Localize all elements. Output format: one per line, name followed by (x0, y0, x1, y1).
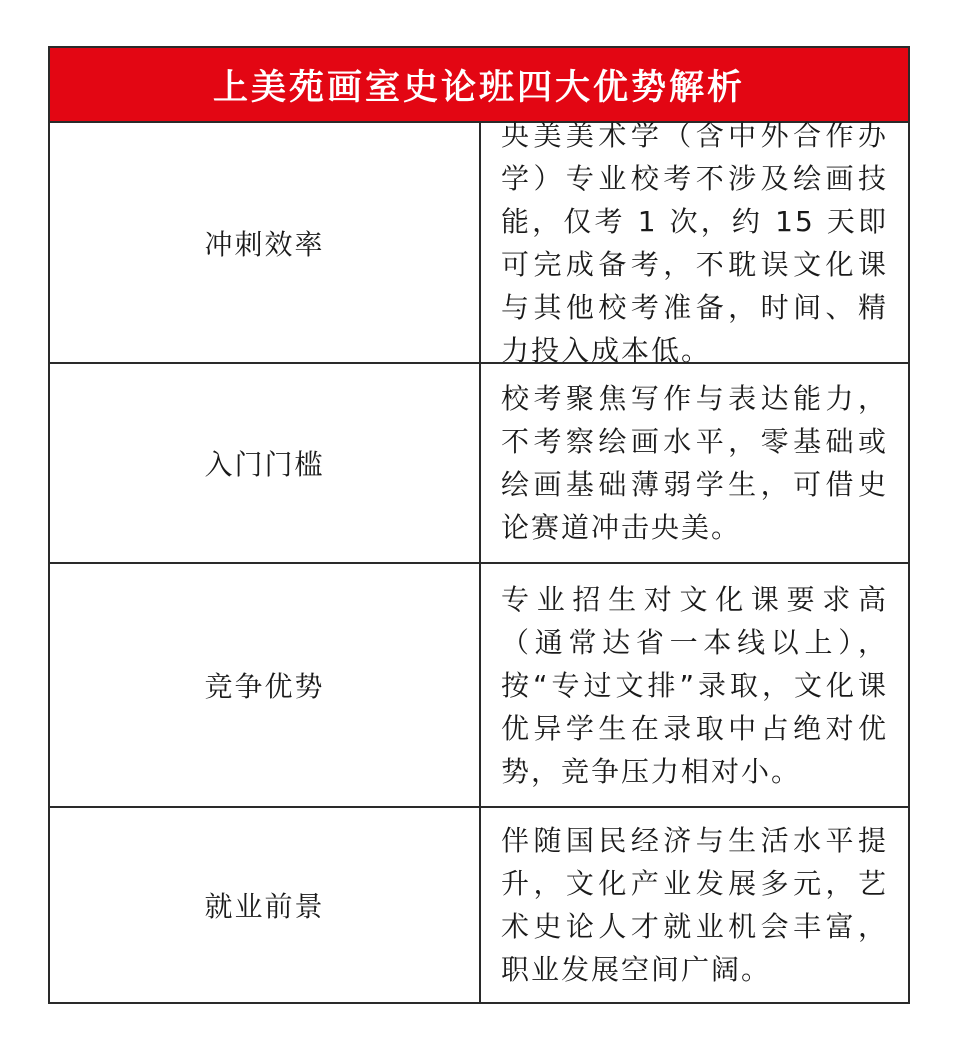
row-label: 就业前景 (50, 808, 481, 1002)
table-title: 上美苑画室史论班四大优势解析 (212, 67, 745, 108)
advantages-table (48, 46, 910, 1004)
row-description-text: 专业招生对文化课要求高（通常达省一本线以上），按“专过文排”录取，文化课优异学生在录取中占绝对优势，竞争压力相对小。 (501, 582, 888, 788)
row-description-text: 伴随国民经济与生活水平提升，文化产业发展多元，艺术史论人才就业机会丰富，职业发展空间广阔。 (501, 824, 888, 986)
table-row (50, 564, 908, 808)
table-row (50, 118, 908, 367)
row-label: 冲刺效率 (50, 123, 481, 362)
row-description-text: 央美美术学（含中外合作办学）专业校考不涉及绘画技能，仅考 1 次，约 15 天即可完成备考，不耽误文化课与其他校考准备，时间、精力投入成本低。 (501, 118, 888, 367)
table-row (50, 364, 908, 564)
row-label: 入门门槛 (50, 364, 481, 562)
row-description (481, 808, 908, 1002)
row-description (481, 364, 908, 562)
table-row (50, 808, 908, 1002)
row-description (481, 564, 908, 806)
row-description (481, 118, 908, 367)
table-header (50, 48, 908, 123)
row-description-text: 校考聚焦写作与表达能力，不考察绘画水平，零基础或绘画基础薄弱学生，可借史论赛道冲击央美。 (501, 382, 888, 544)
row-label: 竞争优势 (50, 564, 481, 806)
